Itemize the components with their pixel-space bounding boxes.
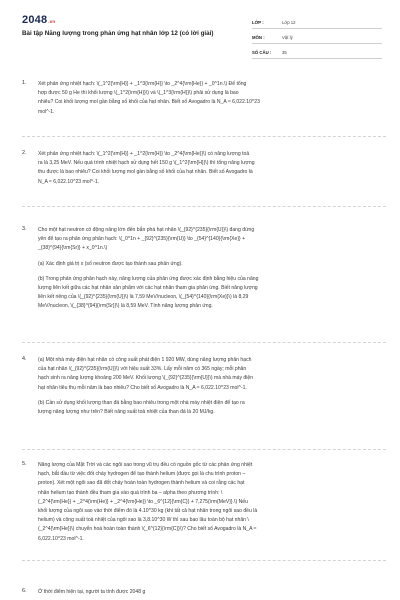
question-body	[38, 461, 380, 544]
document-meta	[252, 14, 382, 59]
meta-label: LỚP :	[252, 20, 264, 25]
meta-value: Vật lý	[282, 35, 293, 40]
meta-value: 35	[282, 50, 287, 55]
logo-text: 2048	[22, 14, 48, 26]
question-number: 6.	[22, 588, 27, 594]
question-body	[38, 588, 380, 597]
meta-row-subject	[252, 29, 382, 44]
question-number: 3.	[22, 226, 27, 232]
question-body	[38, 226, 380, 312]
question-body	[38, 356, 380, 417]
logo-suffix: .vn	[48, 19, 56, 24]
question-text: Ở thời điểm hiện tại, người ta tính được 2048 g	[38, 589, 146, 595]
meta-row-class	[252, 14, 382, 29]
question-part-b: (b) Trong phản ứng phân hạch này, năng lượng của phản ứng được xác định bằng hiệu của năng lượng liên kết giữa các hạt nhân sản phẩm với các hạt nhân tham gia phản ứng. Biết năng lượng liên kết riêng của \(_{92}^{235}{\rm{U}}\) là 7,59 MeV/nucleon, \(_{54}^{140}{\rm{Xe}}\) là 8,29 MeV/nucleon, \(_{38}^{94}{\rm{Sr}}\) là 8,59 MeV. Tính năng lượng phản ứng.	[38, 275, 259, 310]
meta-label: SỐ CÂU :	[252, 50, 272, 55]
divider	[22, 136, 386, 137]
question-text: Năng lượng của Mặt Trời và các ngôi sao trong vũ trụ đều có nguồn gốc từ các phản ứng nhiệt hạch, bắt đầu từ việc đốt cháy hydrogen để tạo thành helium (được gọi là chu trình proton – proton). Xét một ngôi sao đã đốt cháy hoàn toàn hydrogen thành helium và coi rằng các hạt nhân helium tạo thành đều tham gia vào quá trình ba – alpha theo phương trình: \ (_2^4{\rm{He}} + _2^4{\rm{He}} + _2^4{\rm{He}} \to _6^{12}{\rm{C}} + 7,275{\rm{MeV}}.\) Nếu khối lượng của ngôi sao vào thời điểm đó là 4.10^30 kg (khi tất cả hạt nhân trong ngôi sao đều là helium) và công suất toả nhiệt của ngôi sao là 3,8.10^30 W thì sau bao lâu toàn bộ hạt nhân \ (_2^4{\rm{He}}\) chuyển hoá hoàn toàn thành \(_6^{12}{\rm{C}}\)? Cho biết số Avogadro là N_A ≈ 6,022.10^23 mol^-1.	[38, 462, 258, 542]
meta-row-count	[252, 44, 382, 59]
divider	[22, 206, 386, 207]
divider	[22, 342, 386, 343]
question-number: 2.	[22, 150, 27, 156]
question-text: Xét phản ứng nhiệt hạch: \(_1^2{\rm{H}} + _1^2{\rm{H}} \to _2^4{\rm{He}}\) có năng lượng toả ra là 3,25 MeV. Nếu quá trình nhiệt hạch sử dụng hết 150 g \(_1^2{\rm{H}}\) thì tổng năng lượng thu được là bao nhiêu? Coi khối lượng mol gần bằng số khối của hạt nhân. Biết số Avogadro là N_A ≈ 6,022.10^23 mol^-1.	[38, 151, 255, 185]
question-text: Xét phản ứng nhiệt hạch: \(_1^2{\rm{H}} + _1^3{\rm{H}} \to _2^4{\rm{He}} + _0^1n.\) Để tổng hợp được 50 g He thì khối lượng \(_1^2{\rm{H}}\) và \(_1^3{\rm{H}}\) phải sử dụng là bao nhiêu? Coi khối lượng mol gần bằng số khối của hạt nhân. Biết số Avogadro là N_A ≈ 6,022.10^23 mol^-1.	[38, 81, 260, 115]
question-part-a: (a) Một nhà máy điện hạt nhân có công suất phát điện 1 920 MW, dùng năng lượng phân hạch của hạt nhân \(_{92}^{235}{\rm{U}}\) với hiệu suất 33%. Lấy mỗi năm có 365 ngày; mỗi phân hạch sinh ra năng lượng khoảng 200 MeV. Khối lượng \(_{92}^{235}{\rm{U}}\) mà nhà máy điện hạt nhân tiêu thụ mỗi năm là bao nhiêu? Cho biết số Avogadro là N_A ≈ 6,022.10^23 mol^-1.	[38, 357, 254, 391]
divider	[22, 560, 386, 561]
meta-value: Lớp 12	[282, 20, 296, 25]
divider	[22, 449, 386, 450]
question-part-a: (a) Xác định giá trị x (số neutron được tạo thành sau phản ứng).	[38, 260, 183, 267]
question-text: Cho một hạt neutron có động năng lớn đến bắn phá hạt nhân \(_{92}^{235}{\rm{U}}\) đang đứng yên để tạo ra phản ứng phân hạch: \(_0^1n + _{92}^{235}{\rm{U}} \to _{54}^{140}{\rm{Xe}} + _{38}^{94}{\rm{Sr}} + x_0^1n.\)	[38, 227, 255, 252]
question-body	[38, 80, 380, 117]
question-part-b: (b) Cần sử dụng khối lượng than đá bằng bao nhiêu trong một nhà máy nhiệt điện để tạo ra lượng năng lượng như trên? Biết năng suất toả nhiệt của than đá là 20 MJ/kg.	[38, 399, 245, 416]
meta-label: MÔN :	[252, 35, 265, 40]
document-title: Bài tập Năng lượng trong phản ứng hạt nhân lớp 12 (có lời giải)	[22, 30, 214, 37]
question-body	[38, 150, 380, 187]
question-number: 1.	[22, 80, 27, 86]
page-header	[0, 0, 400, 64]
question-number: 4.	[22, 356, 27, 362]
question-number: 5.	[22, 461, 27, 467]
site-logo[interactable]	[22, 14, 55, 26]
